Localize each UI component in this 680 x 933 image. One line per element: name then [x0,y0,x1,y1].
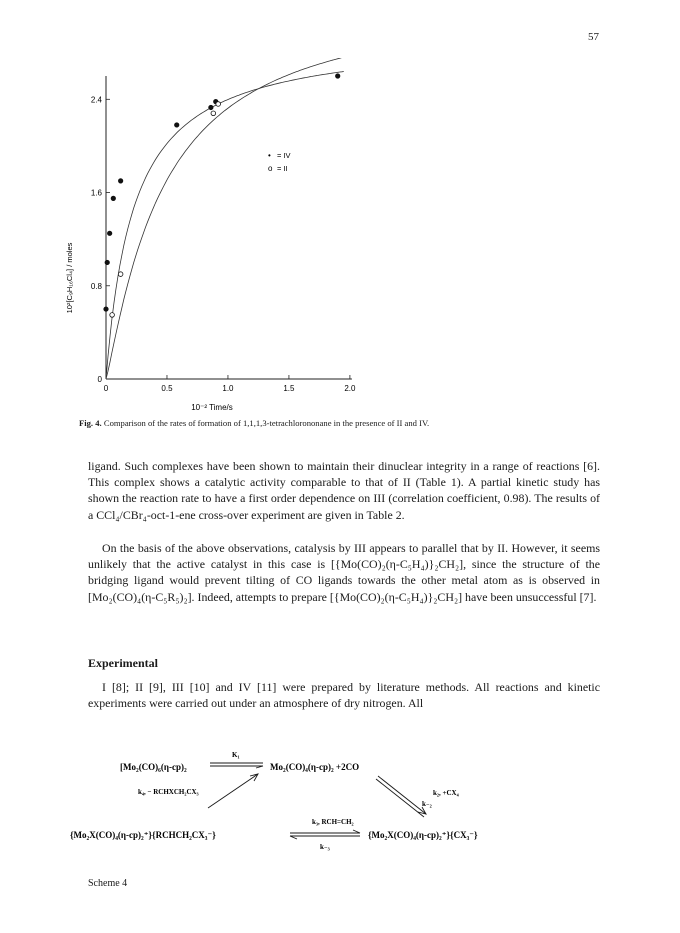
legend-symbol: o [268,164,273,173]
body-paragraph-1 [88,458,600,523]
scheme-k3: k₃, RCH=CH₂ [312,818,354,826]
body-paragraph-3 [88,679,600,711]
data-point-IV [118,179,122,183]
page-number: 57 [588,31,599,43]
data-point-II [110,313,115,318]
scheme-k2: k₂, +CX₄ [433,789,459,797]
fitted-curves [106,58,344,379]
y-tick-label: 1.6 [90,188,102,198]
data-points [104,74,340,317]
y-tick-label: 0.8 [90,281,102,291]
x-tick-label: 0.5 [161,384,173,393]
scheme-species-3: {Mo₂X(CO)₄(η-cp)₂⁺}{RCHCH₂CX₃⁻} [70,830,216,840]
scheme-label: Scheme 4 [88,878,128,889]
caption-text: Comparison of the rates of formation of 1,1,1,3-tetrachlorononane in the presence of II and IV. [103,418,430,428]
scheme-species-4: {Mo₂X(CO)₄(η-cp)₂⁺}{CX₃⁻} [368,830,478,840]
paragraph-text: On the basis of the above observations, catalysis by III appears to parallel that by II. However, it seems unlikely that the active catalyst in this case is [{Mo(CO)₂(η-C₅H₄)}₂CH₂], since the structure of the bridging ligand would prevent tilting of CO ligands towards the other metal atom as is observed in [Mo₂(CO)₄(η-C₅R₅)₂]. Indeed, attempts to prepare [{Mo(CO)₂(η-C₅H₄)}₂CH₂] have been unsuccessful [7]. [88,541,600,604]
x-tick-label: 2.0 [344,384,356,393]
x-tick-label: 0 [103,384,109,393]
data-point-IV [107,231,111,235]
legend-symbol: • [268,151,271,160]
data-point-IV [105,260,109,264]
scheme-species-2: Mo₂(CO)₄(η-cp)₂ +2CO [270,762,360,772]
data-point-IV [104,307,108,311]
scheme-km3: k₋₃ [320,843,330,851]
curve-II [106,58,344,379]
legend-label: = II [277,164,288,173]
paragraph-text: I [8]; II [9], III [10] and IV [11] were prepared by literature methods. All reactions and kinetic experiments were carried out under an atmosphere of dry nitrogen. All [88,680,600,711]
figure-caption [79,418,619,428]
section-heading: Experimental [88,656,158,670]
body-paragraph-2 [88,540,600,605]
legend-label: = IV [277,151,291,160]
x-tick-label: 1.5 [283,384,295,393]
scheme-species-1: [Mo₂(CO)₆(η-cp)₂ [120,762,187,772]
data-point-II [118,272,123,277]
data-point-IV [175,123,179,127]
caption-label: Fig. 4. [79,418,102,428]
k3-arrowhead [353,830,360,833]
data-point-II [211,111,216,116]
data-point-IV [209,105,213,109]
scheme-k4: k₄, − RCHXCH₂CX₃ [138,788,199,796]
x-axis-label: 10⁻² Time/s [191,403,233,412]
chart-legend [268,151,291,173]
km3-arrowhead [290,836,297,839]
y-tick-label: 2.4 [90,95,102,105]
km2-arrow [376,779,424,817]
reaction-scheme [70,732,630,882]
scheme-k1: K₁ [232,751,240,759]
scheme-km2: k₋₂ [422,800,432,808]
data-point-II [216,102,221,107]
y-tick-label: 0 [97,375,102,384]
data-point-IV [111,196,115,200]
k4-arrow [208,774,258,808]
data-point-IV [336,74,340,78]
curve-IV [106,72,344,380]
paragraph-text: ligand. Such complexes have been shown to maintain their dinuclear integrity in a range of reactions [6]. This complex shows a catalytic activity comparable to that of II (Table 1). A partial kinetic study has shown the reaction rate to have a first order dependence on III (correlation coefficient, 0.98). The results of a CCl₄/CBr₄-oct-1-ene cross-over experiment are given in Table 2. [88,459,600,522]
chart-axes [91,76,356,393]
x-tick-label: 1.0 [222,384,234,393]
y-axis-label: 10²[C₉H₁₆Cl₄] / moles [65,242,74,314]
rate-comparison-chart [50,58,610,418]
k2-arrow [378,776,426,814]
